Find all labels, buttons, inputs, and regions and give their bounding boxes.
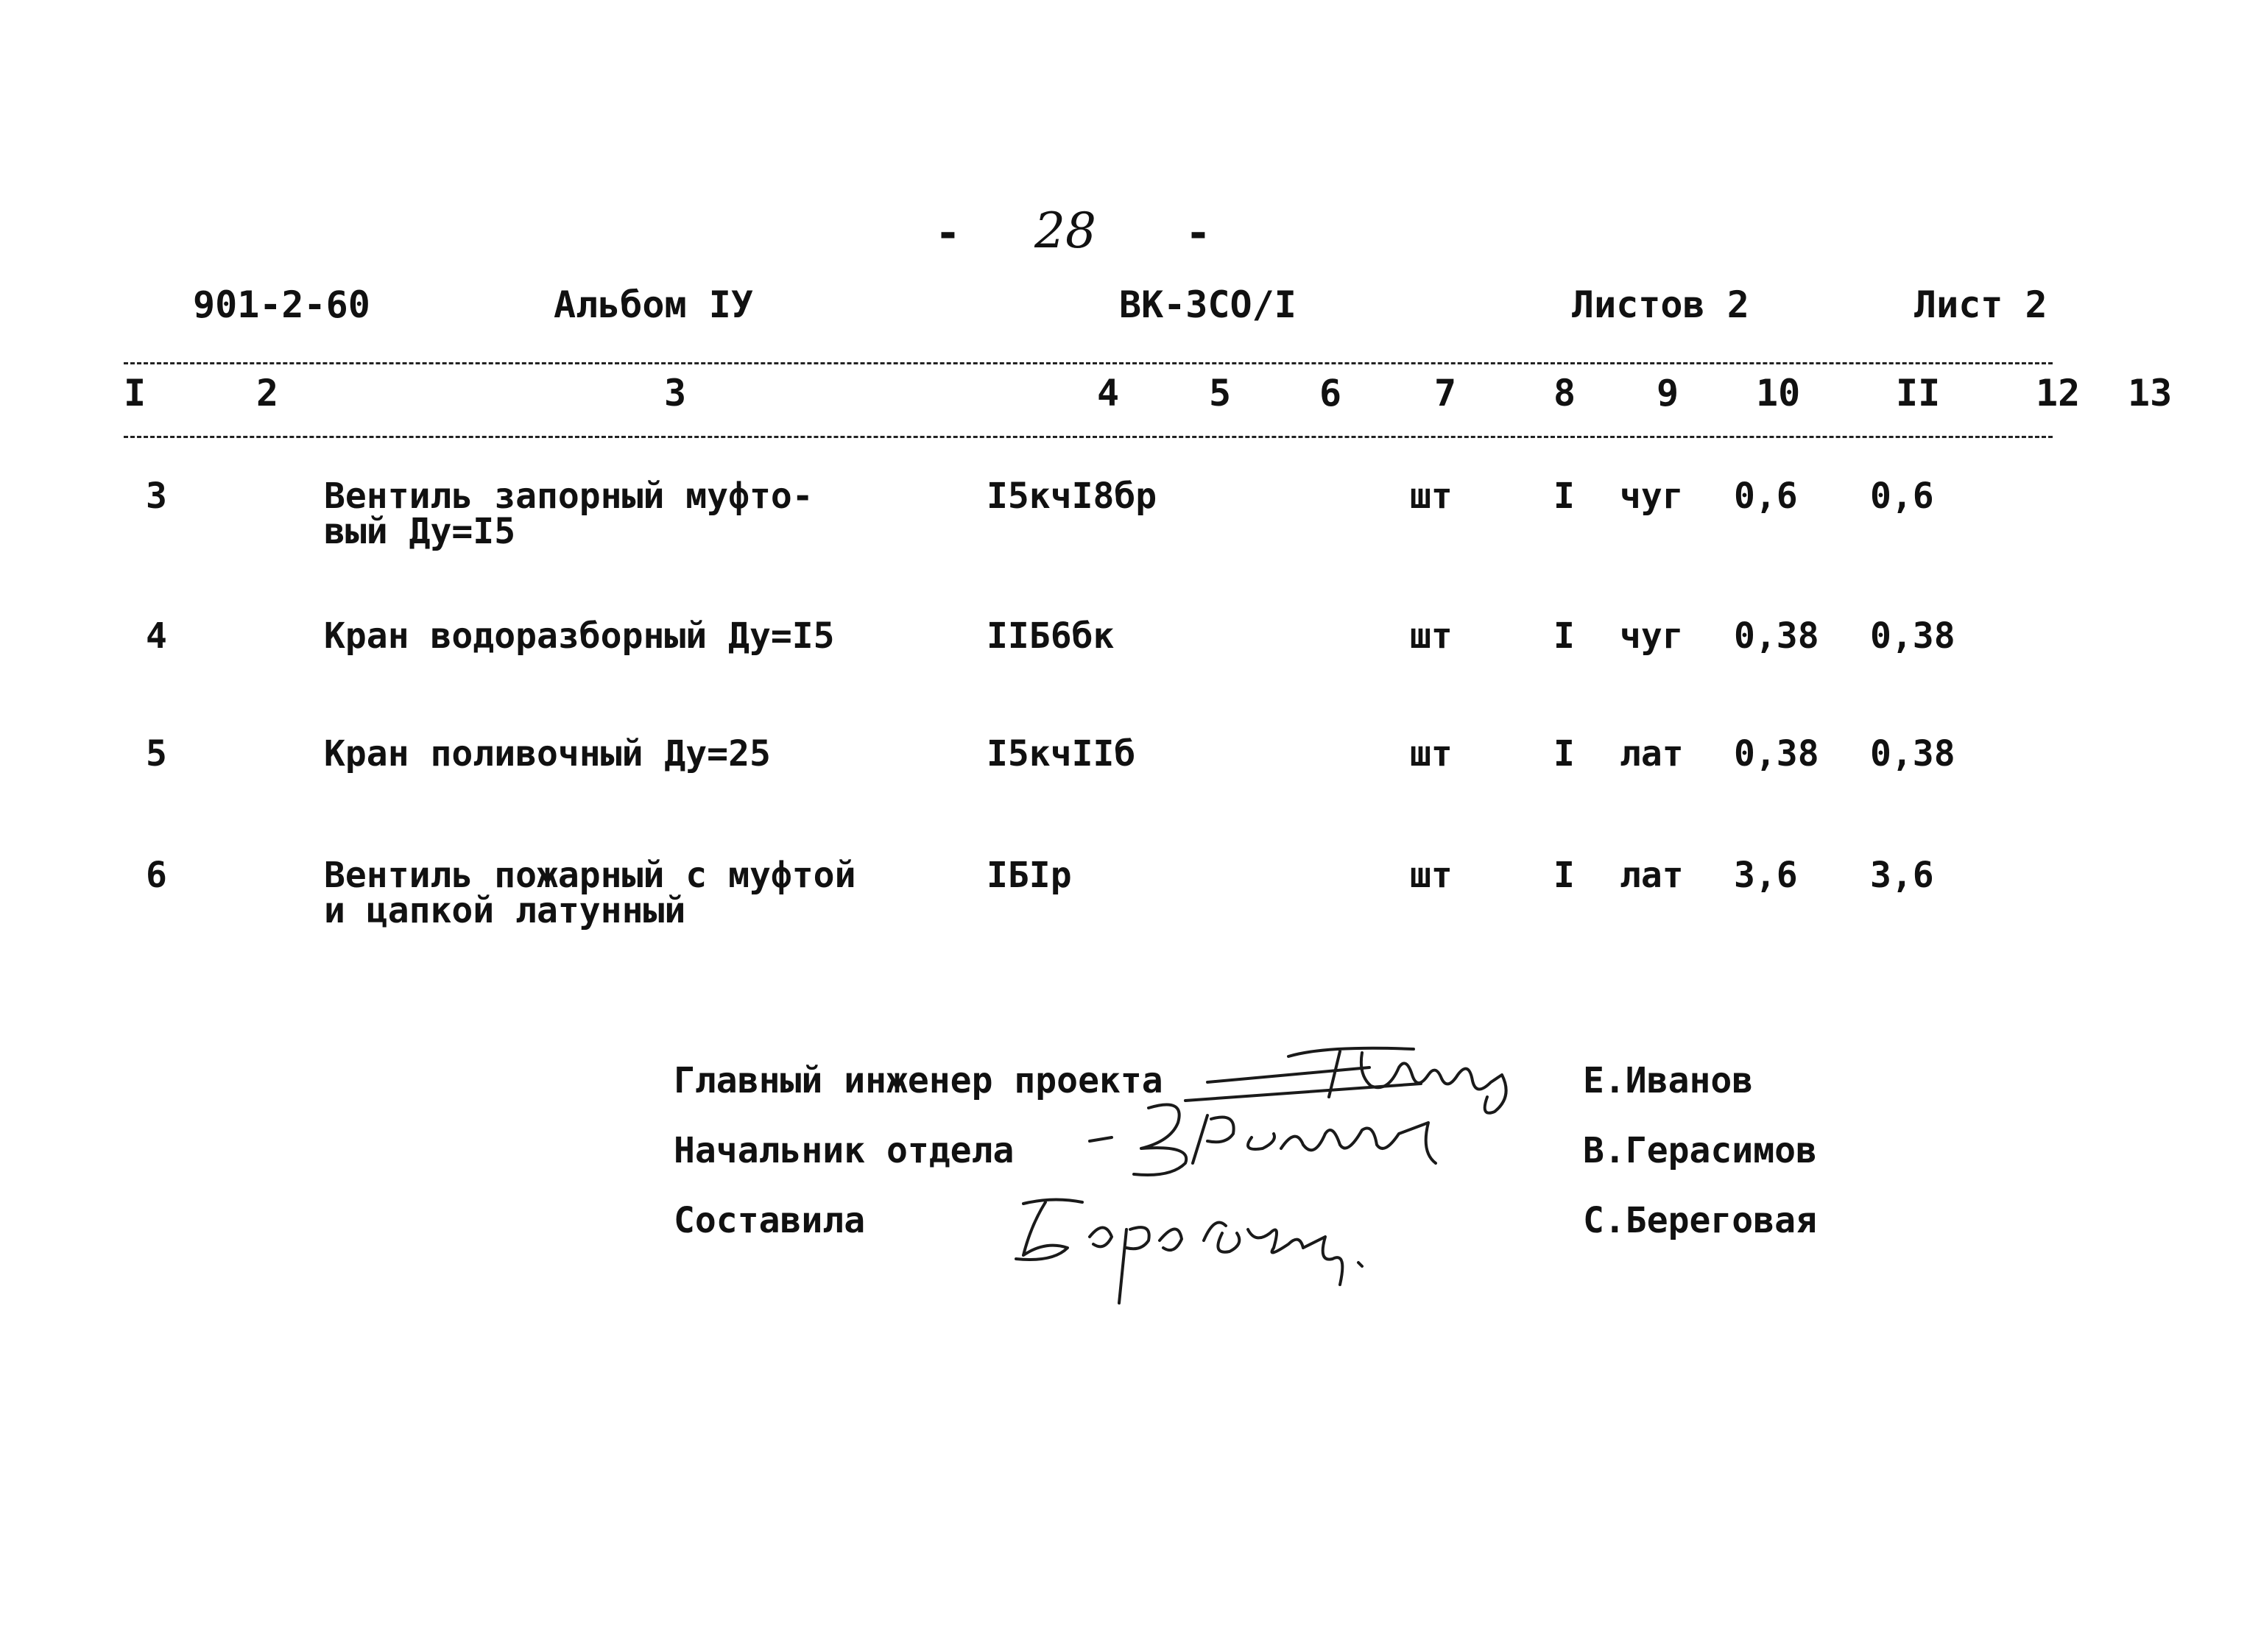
signature-role: Составила — [674, 1200, 866, 1241]
total-mass-cell: 3,6 — [1870, 855, 1934, 896]
signature-role: Начальник отдела — [674, 1130, 1015, 1171]
material-cell: чуг — [1620, 615, 1684, 657]
type-cell: I5кчI8бр — [987, 476, 1157, 517]
type-cell: IIБ6бк — [987, 615, 1115, 657]
total-mass-cell: 0,38 — [1870, 615, 1955, 657]
name-cell: Кран поливочный Ду=25 — [324, 733, 771, 774]
unit-cell: шт — [1410, 855, 1453, 896]
column-number: 3 — [664, 372, 687, 414]
name-cell: Вентиль пожарный с муфтой — [324, 855, 856, 896]
position-cell: 5 — [146, 733, 167, 774]
column-number: 6 — [1319, 372, 1342, 414]
quantity-cell: I — [1553, 855, 1575, 896]
signature-name: С.Береговая — [1583, 1200, 1817, 1241]
signature-role: Главный инженер проекта — [674, 1060, 1163, 1101]
column-number: I — [124, 372, 147, 414]
column-number: 7 — [1434, 372, 1457, 414]
document-code: 901-2-60 — [193, 283, 370, 326]
signature-name: В.Герасимов — [1583, 1130, 1817, 1171]
quantity-cell: I — [1553, 615, 1575, 657]
page-number-dash-right: - — [1185, 208, 1211, 258]
column-number: 10 — [1756, 372, 1801, 414]
type-cell: IБIр — [987, 855, 1072, 896]
column-number: 2 — [256, 372, 279, 414]
quantity-cell: I — [1553, 733, 1575, 774]
column-number: II — [1896, 372, 1941, 414]
position-cell: 3 — [146, 476, 167, 517]
position-cell: 4 — [146, 615, 167, 657]
name-cell: Вентиль запорный муфто- — [324, 476, 814, 517]
material-cell: чуг — [1620, 476, 1684, 517]
handwritten-signature-gerasimov — [1082, 1082, 1495, 1185]
column-number: 5 — [1209, 372, 1232, 414]
header-bottom-rule — [124, 436, 2053, 438]
unit-cell: шт — [1410, 733, 1453, 774]
sheet-number: Лист 2 — [1914, 283, 2047, 326]
unit-mass-cell: 0,38 — [1734, 733, 1819, 774]
album-label: Альбом IУ — [554, 283, 753, 326]
column-number: 8 — [1553, 372, 1576, 414]
handwritten-signature-beregovaya — [1001, 1174, 1384, 1307]
unit-cell: шт — [1410, 615, 1453, 657]
column-number: 12 — [2036, 372, 2081, 414]
column-number: 9 — [1657, 372, 1679, 414]
material-cell: лат — [1620, 855, 1684, 896]
page-number: 28 — [1034, 202, 1096, 259]
total-mass-cell: 0,6 — [1870, 476, 1934, 517]
page-number-dash-left: - — [935, 208, 961, 258]
drawing-mark: ВК-ЗСО/I — [1119, 283, 1297, 326]
quantity-cell: I — [1553, 476, 1575, 517]
unit-cell: шт — [1410, 476, 1453, 517]
name-cell: Кран водоразборный Ду=I5 — [324, 615, 835, 657]
unit-mass-cell: 3,6 — [1734, 855, 1798, 896]
header-top-rule — [124, 362, 2053, 364]
total-mass-cell: 0,38 — [1870, 733, 1955, 774]
material-cell: лат — [1620, 733, 1684, 774]
type-cell: I5кчIIб — [987, 733, 1136, 774]
column-number: 4 — [1097, 372, 1120, 414]
unit-mass-cell: 0,6 — [1734, 476, 1798, 517]
column-number: 13 — [2128, 372, 2173, 414]
sheets-count: Листов 2 — [1572, 283, 1749, 326]
signature-name: Е.Иванов — [1583, 1060, 1754, 1101]
name-cell-line2: вый Ду=I5 — [324, 511, 516, 552]
name-cell-line2: и цапкой латунный — [324, 890, 686, 931]
unit-mass-cell: 0,38 — [1734, 615, 1819, 657]
position-cell: 6 — [146, 855, 167, 896]
